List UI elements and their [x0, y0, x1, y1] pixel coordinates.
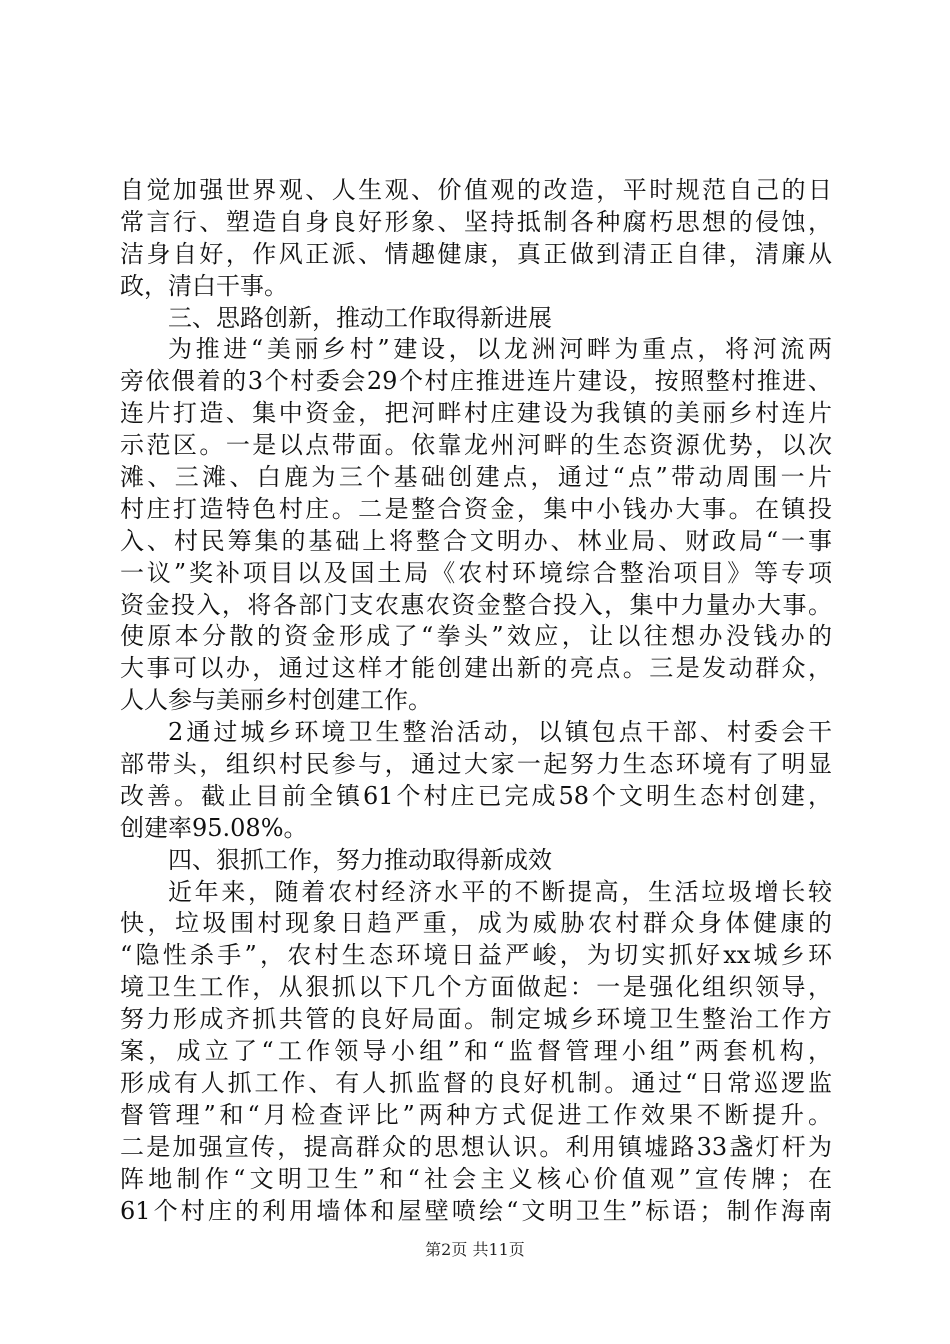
text-line: 创建率95.08%。 — [120, 813, 308, 842]
text-line: 改善。截止目前全镇61个村庄已完成58个文明生态村创建， — [120, 781, 832, 810]
text-line: 快，垃圾围村现象日趋严重，成为威胁农村群众身体健康的 — [120, 909, 832, 938]
text-line: 使原本分散的资金形成了“拳头”效应，让以往想办没钱办的 — [120, 622, 832, 651]
text-line: 形成有人抓工作、有人抓监督的良好机制。通过“日常巡逻监 — [120, 1068, 832, 1097]
text-line: 资金投入，将各部门支农惠农资金整合投入，集中力量办大事。 — [120, 590, 832, 619]
text-line: 入、村民筹集的基础上将整合文明办、林业局、财政局“一事 — [120, 526, 832, 555]
text-line: 旁依偎着的3个村委会29个村庄推进连片建设，按照整村推进、 — [120, 367, 832, 396]
text-line: 政，清白干事。 — [120, 271, 288, 300]
text-line: 常言行、塑造自身良好形象、坚持抵制各种腐朽思想的侵蚀， — [120, 207, 832, 236]
page-footer: 第2页 共11页 — [425, 1240, 525, 1259]
text-line: 境卫生工作，从狠抓以下几个方面做起：一是强化组织领导， — [120, 973, 832, 1002]
text-line: “隐性杀手”，农村生态环境日益严峻，为切实抓好xx城乡环 — [120, 941, 832, 970]
text-line: 大事可以办，通过这样才能创建出新的亮点。三是发动群众， — [120, 654, 832, 683]
document-body — [120, 175, 832, 1227]
text-line: 为推进“美丽乡村”建设，以龙洲河畔为重点，将河流两 — [168, 335, 832, 364]
text-line: 村庄打造特色村庄。二是整合资金，集中小钱办大事。在镇投 — [120, 494, 832, 523]
text-line: 阵地制作“文明卫生”和“社会主义核心价值观”宣传牌；在 — [120, 1164, 832, 1193]
text-line: 示范区。一是以点带面。依靠龙州河畔的生态资源优势，以次 — [120, 431, 832, 460]
text-line: 61个村庄的利用墙体和屋壁喷绘“文明卫生”标语；制作海南 — [120, 1196, 832, 1225]
text-line: 连片打造、集中资金，把河畔村庄建设为我镇的美丽乡村连片 — [120, 399, 832, 428]
text-line: 自觉加强世界观、人生观、价值观的改造，平时规范自己的日 — [120, 176, 832, 204]
text-line: 近年来，随着农村经济水平的不断提高，生活垃圾增长较 — [168, 877, 832, 906]
text-line: 2通过城乡环境卫生整治活动，以镇包点干部、村委会干 — [168, 718, 832, 747]
text-line: 案，成立了“工作领导小组”和“监督管理小组”两套机构， — [120, 1037, 832, 1066]
text-line: 三、思路创新，推动工作取得新进展 — [168, 303, 552, 332]
text-line: 二是加强宣传，提高群众的思想认识。利用镇墟路33盏灯杆为 — [120, 1132, 832, 1161]
text-line: 四、狠抓工作，努力推动取得新成效 — [168, 845, 552, 874]
text-line: 部带头，组织村民参与，通过大家一起努力生态环境有了明显 — [120, 750, 832, 779]
text-line: 努力形成齐抓共管的良好局面。制定城乡环境卫生整治工作方 — [120, 1005, 832, 1034]
text-line: 洁身自好，作风正派、情趣健康，真正做到清正自律，清廉从 — [120, 239, 832, 268]
text-line: 滩、三滩、白鹿为三个基础创建点，通过“点”带动周围一片 — [120, 463, 832, 492]
text-line: 人人参与美丽乡村创建工作。 — [120, 686, 432, 715]
text-line: 督管理”和“月检查评比”两种方式促进工作效果不断提升。 — [120, 1100, 832, 1129]
text-line: 一议”奖补项目以及国土局《农村环境综合整治项目》等专项 — [120, 558, 832, 587]
